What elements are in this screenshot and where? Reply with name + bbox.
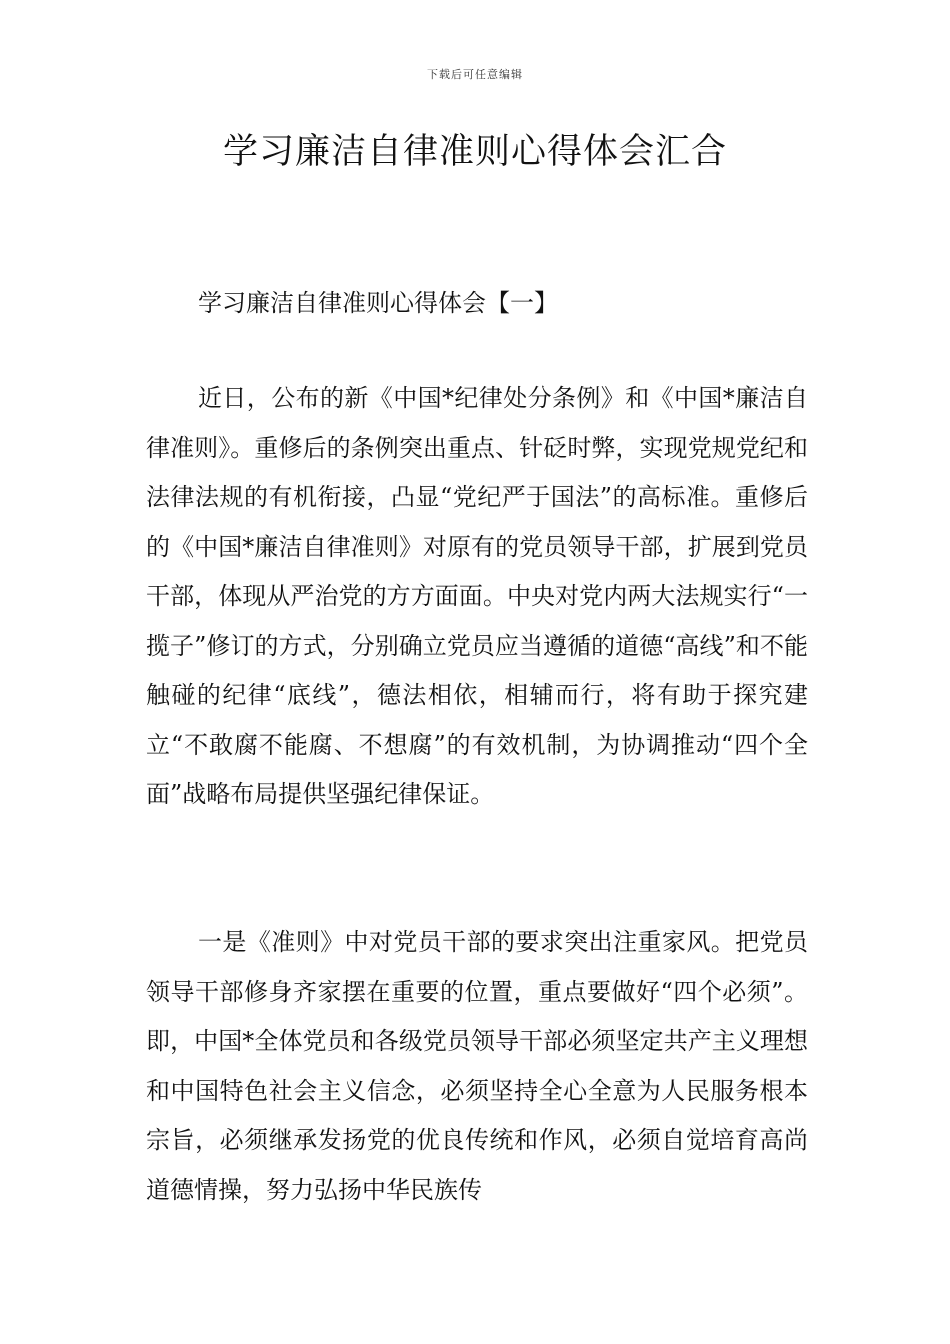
body-paragraph: 近日，公布的新《中国*纪律处分条例》和《中国*廉洁自律准则》。重修后的条例突出重点、针砭时弊，实现党规党纪和法律法规的有机衔接，凸显“党纪严于国法”的高标准。重修后的《中国*廉洁自律准则》对原有的党员领导干部，扩展到党员干部，体现从严治党的方方面面。中央对党内两大法规实行“一揽子”修订的方式，分别确立党员应当遵循的道德“高线”和不能触碰的纪律“底线”，德法相依，相辅而行，将有助于探究建立“不敢腐不能腐、不想腐”的有效机制，为协调推动“四个全面”战略布局提供坚强纪律保证。 [146,384,808,808]
section-heading: 学习廉洁自律准则心得体会【一】 [198,289,558,317]
document-title: 学习廉洁自律准则心得体会汇合 [222,132,727,172]
body-paragraph: 一是《准则》中对党员干部的要求突出注重家风。把党员领导干部修身齐家摆在重要的位置，重点要做好“四个必须”。即，中国*全体党员和各级党员领导干部必须坚定共产主义理想和中国特色社会主义信念，必须坚持全心全意为人民服务根本宗旨，必须继承发扬党的优良传统和作风，必须自觉培育高尚道德情操，努力弘扬中华民族传 [146,928,808,1204]
header-note: 下载后可任意编辑 [427,68,523,81]
